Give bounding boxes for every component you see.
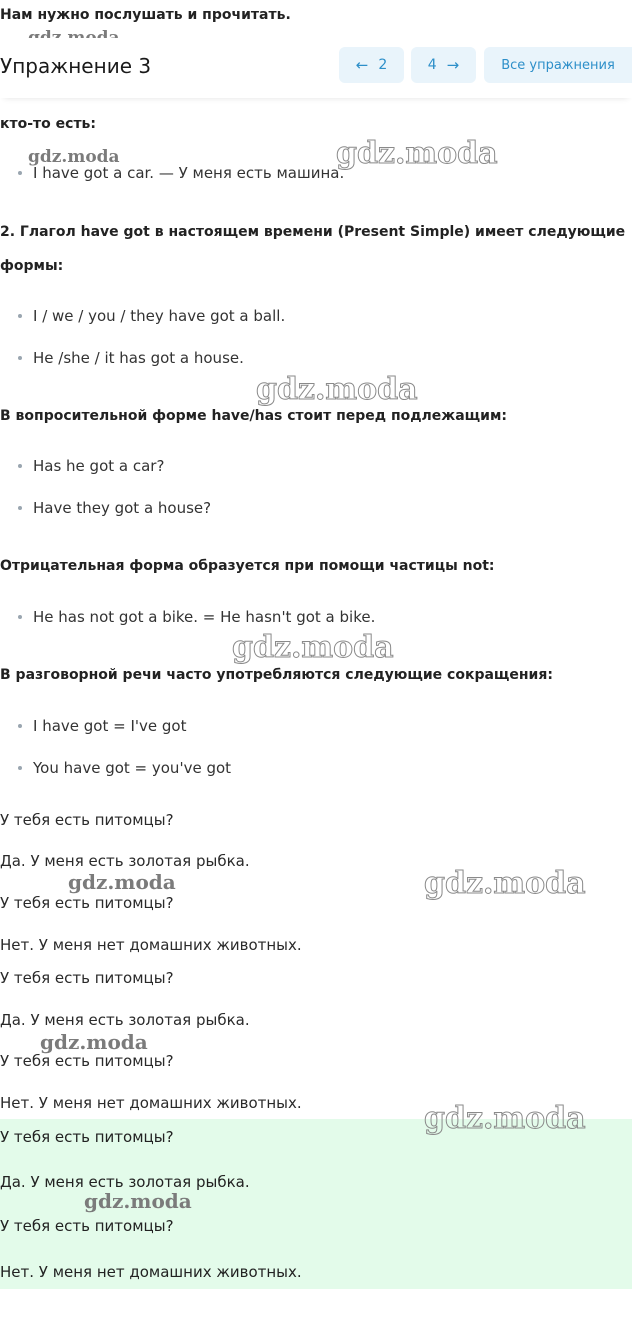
prev-exercise-button[interactable]	[339, 47, 404, 83]
watermark: gdz.moda	[256, 372, 418, 407]
bullet-icon	[18, 356, 22, 360]
dialog-line: У тебя есть питомцы?	[0, 811, 174, 829]
dialog-line: У тебя есть питомцы?	[0, 1052, 174, 1070]
rule2-heading: 2. Глагол have got в настоящем времени (Present Simple) имеет следующие	[0, 224, 626, 240]
dialog-line: У тебя есть питомцы?	[0, 969, 174, 987]
list-item: I have got a car. — У меня есть машина.	[18, 164, 344, 182]
watermark: gdz.moda	[424, 1101, 586, 1136]
all-exercises-button[interactable]: Все упражнения	[484, 47, 632, 83]
rule2-heading-cont: формы:	[0, 258, 64, 274]
watermark: gdz.moda	[424, 866, 586, 901]
dialog-line: У тебя есть питомцы?	[0, 894, 174, 912]
answer-line: У тебя есть питомцы?	[0, 1128, 174, 1146]
answer-line: У тебя есть питомцы?	[0, 1217, 174, 1235]
next-exercise-button[interactable]	[411, 47, 476, 83]
bullet-icon	[18, 506, 22, 510]
watermark: gdz.moda	[28, 147, 120, 167]
bullet-icon	[18, 615, 22, 619]
watermark: gdz.moda	[336, 136, 498, 171]
list-item: Have they got a house?	[18, 499, 211, 517]
next-exercise-label: 4	[427, 57, 437, 73]
bullet-icon	[18, 766, 22, 770]
prev-exercise-label: 2	[378, 57, 388, 73]
list-item: Has he got a car?	[18, 457, 164, 475]
rule1-heading-tail: кто-то есть:	[0, 116, 97, 132]
watermark: gdz.moda	[232, 630, 394, 665]
watermark: gdz.moda	[68, 870, 176, 894]
dialog-line: Нет. У меня нет домашних животных.	[0, 1094, 302, 1112]
intro-text: Нам нужно послушать и прочитать.	[0, 7, 291, 23]
watermark: gdz.moda	[84, 1189, 192, 1213]
list-item: I have got = I've got	[18, 717, 186, 735]
list-item: You have got = you've got	[18, 759, 231, 777]
bullet-icon	[18, 314, 22, 318]
watermark: gdz.moda	[40, 1030, 148, 1054]
dialog-line: Да. У меня есть золотая рыбка.	[0, 852, 250, 870]
answer-line: Нет. У меня нет домашних животных.	[0, 1263, 302, 1281]
question-heading: В вопросительной форме have/has стоит перед подлежащим:	[0, 408, 507, 424]
exercise-header	[0, 38, 632, 98]
negative-heading: Отрицательная форма образуется при помощи частицы not:	[0, 558, 495, 574]
dialog-line: Нет. У меня нет домашних животных.	[0, 936, 302, 954]
list-item: He has not got a bike. = He hasn't got a bike.	[18, 608, 375, 626]
contractions-heading: В разговорной речи часто употребляются следующие сокращения:	[0, 667, 553, 683]
bullet-icon	[18, 724, 22, 728]
list-item: He /she / it has got a house.	[18, 349, 244, 367]
arrow-right-icon: →	[446, 56, 460, 74]
answer-line: Да. У меня есть золотая рыбка.	[0, 1173, 250, 1191]
list-item: I / we / you / they have got a ball.	[18, 307, 285, 325]
bullet-icon	[18, 464, 22, 468]
arrow-left-icon: ←	[355, 56, 369, 74]
bullet-icon	[18, 171, 22, 175]
page-title: Упражнение 3	[0, 54, 152, 78]
dialog-line: Да. У меня есть золотая рыбка.	[0, 1011, 250, 1029]
